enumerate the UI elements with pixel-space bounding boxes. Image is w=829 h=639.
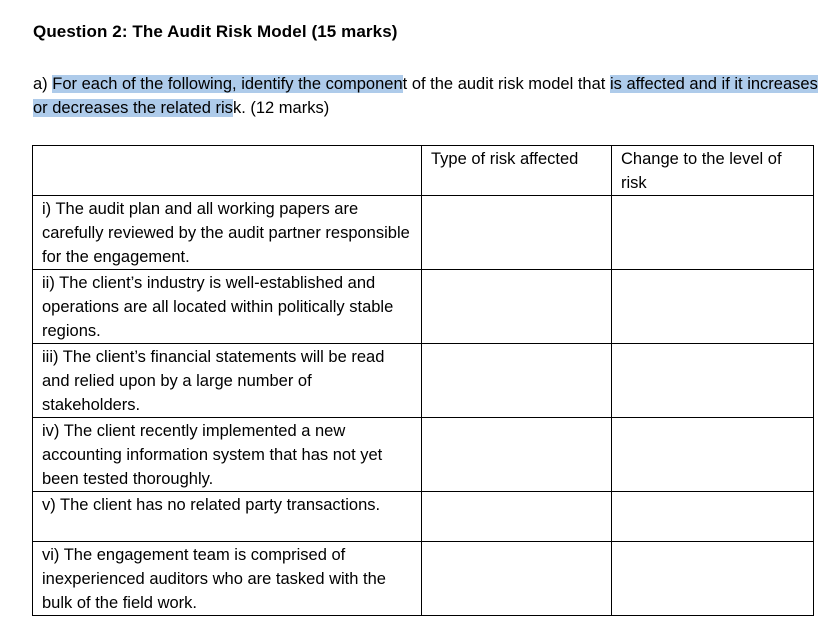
table-row (33, 270, 814, 344)
header-change: Change to the level of risk (612, 146, 814, 196)
risk-type-cell[interactable] (422, 492, 612, 542)
table-row (33, 196, 814, 270)
change-cell[interactable] (612, 418, 814, 492)
scenario-cell: iii) The client’s financial statements will be read and relied upon by a large number of stakeholders. (33, 344, 422, 418)
scenario-cell: ii) The client’s industry is well-established and operations are all located within politically stable regions. (33, 270, 422, 344)
scenario-cell: vi) The engagement team is comprised of inexperienced auditors who are tasked with the bulk of the field work. (33, 542, 422, 616)
header-scenario (33, 146, 422, 196)
risk-type-cell[interactable] (422, 542, 612, 616)
audit-risk-table (32, 145, 814, 616)
table-row (33, 418, 814, 492)
table-row (33, 492, 814, 542)
question-instruction (33, 72, 818, 120)
change-cell[interactable] (612, 542, 814, 616)
risk-type-cell[interactable] (422, 270, 612, 344)
instruction-text: k. (12 marks) (232, 99, 330, 117)
table-header-row (33, 146, 814, 196)
change-cell[interactable] (612, 344, 814, 418)
scenario-cell: iv) The client recently implemented a new accounting information system that has not yet been tested thoroughly. (33, 418, 422, 492)
question-title: Question 2: The Audit Risk Model (15 marks) (33, 22, 398, 41)
instruction-text: t of the audit risk model that (402, 75, 610, 93)
scenario-cell: i) The audit plan and all working papers are carefully reviewed by the audit partner responsible for the engagement. (33, 196, 422, 270)
change-cell[interactable] (612, 196, 814, 270)
table-row (33, 344, 814, 418)
scenario-cell: v) The client has no related party transactions. (33, 492, 422, 542)
change-cell[interactable] (612, 270, 814, 344)
header-risk-type: Type of risk affected (422, 146, 612, 196)
highlighted-text: is affected and if it increases or decreases the related ris (33, 75, 818, 117)
table-row (33, 542, 814, 616)
part-label: a) (33, 75, 53, 93)
risk-type-cell[interactable] (422, 418, 612, 492)
risk-type-cell[interactable] (422, 344, 612, 418)
highlighted-text: For each of the following, identify the componen (52, 75, 403, 93)
risk-type-cell[interactable] (422, 196, 612, 270)
change-cell[interactable] (612, 492, 814, 542)
